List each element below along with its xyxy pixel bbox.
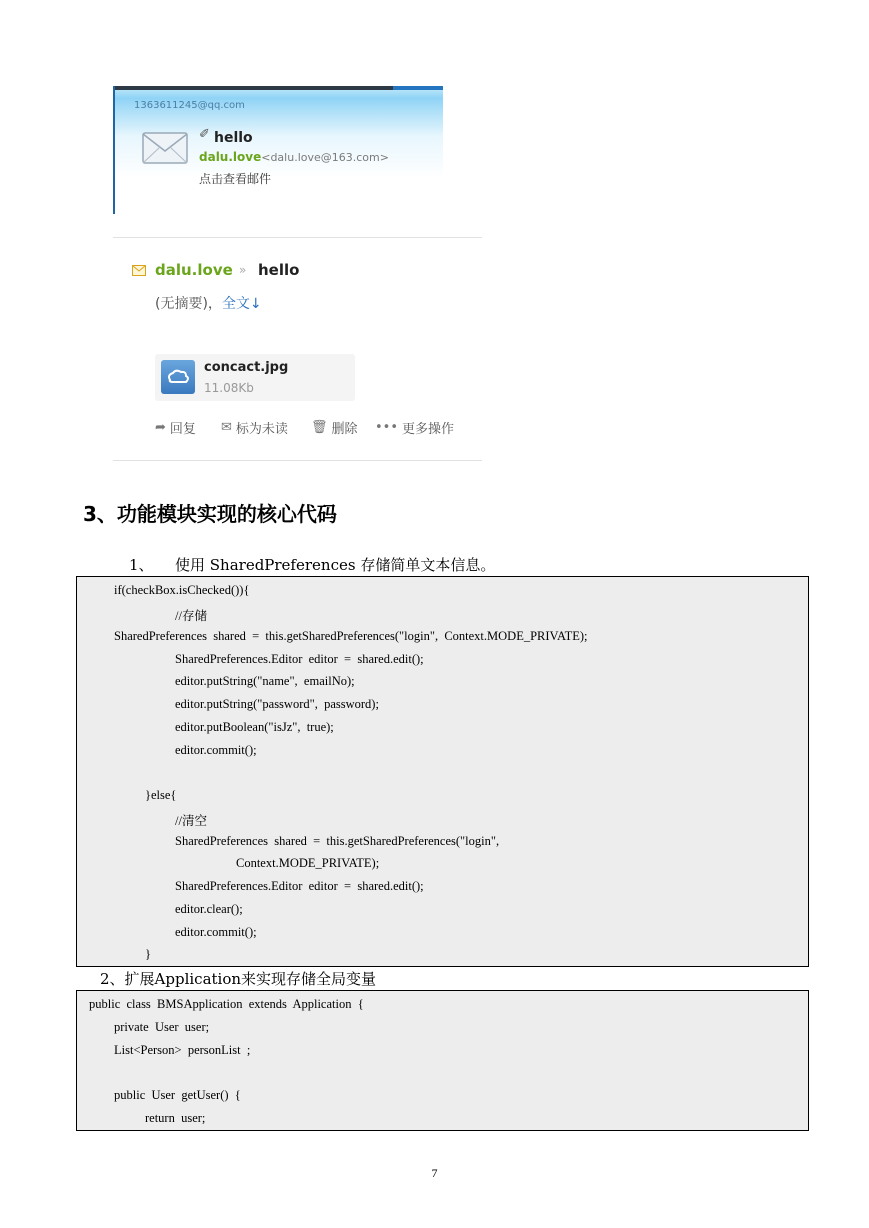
mail-subject: hello [258, 261, 300, 279]
code-line: SharedPreferences.Editor editor = shared.edit(); [175, 879, 424, 893]
list-item-1-text: 使用 SharedPreferences 存储简单文本信息。 [175, 556, 496, 574]
attachment-name: concact.jpg [204, 360, 289, 375]
more-actions-button[interactable] [375, 418, 454, 437]
notification-subject: hello [214, 130, 253, 146]
list-item-2: 2、扩展Application来实现存储全局变量 [100, 970, 377, 988]
code-line: public User getUser() { [114, 1088, 241, 1102]
code-line: editor.commit(); [175, 743, 257, 757]
breadcrumb-separator: » [239, 263, 247, 277]
notification-from [199, 150, 389, 164]
envelope-open-icon: ✉ [221, 420, 232, 435]
code-line: editor.clear(); [175, 902, 243, 916]
code-line: return user; [145, 1111, 206, 1125]
code-line: Context.MODE_PRIVATE); [236, 856, 380, 870]
page-number: 7 [431, 1166, 438, 1180]
code-line: editor.putBoolean("isJz", true); [175, 720, 334, 734]
code-block-sharedpreferences [76, 576, 809, 967]
trash-icon: 🗑︎ [311, 420, 328, 435]
from-address: <dalu.love@163.com> [261, 151, 389, 164]
code-line: editor.putString("name", emailNo); [175, 674, 355, 688]
recipient-address: 1363611245@qq.com [134, 100, 245, 111]
code-line: SharedPreferences shared = this.getSharedPreferences("login", Context.MODE_PRIVATE); [114, 629, 588, 643]
code-line: editor.putString("password", password); [175, 697, 379, 711]
mail-sender[interactable]: dalu.love [155, 261, 233, 279]
cloud-link-icon [161, 360, 195, 394]
mark-unread-button[interactable] [221, 418, 288, 437]
mail-summary [155, 293, 262, 313]
code-line: if(checkBox.isChecked()){ [114, 583, 250, 597]
code-line: List<Person> personList ; [114, 1043, 251, 1057]
mail-item-screenshot [113, 237, 482, 461]
delete-button[interactable] [311, 418, 358, 437]
more-dots-icon: ••• [375, 420, 399, 435]
attachment-card[interactable] [155, 354, 355, 401]
full-text-link[interactable]: 全文↓ [221, 296, 262, 312]
mail-envelope-icon [132, 265, 146, 276]
code-line: //清空 [175, 814, 207, 828]
attachment-size: 11.08Kb [204, 381, 254, 395]
view-mail-link[interactable]: 点击查看邮件 [199, 172, 272, 186]
image-file-icon [161, 360, 195, 394]
paperclip-icon: ✐ [199, 127, 210, 142]
code-line: }else{ [145, 788, 177, 802]
reply-arrow-icon: ➦ [155, 420, 166, 435]
list-item-1-number: 1、 [129, 556, 154, 574]
from-name: dalu.love [199, 150, 262, 164]
reply-button[interactable] [155, 418, 196, 437]
email-notification-screenshot [113, 86, 443, 214]
code-line: SharedPreferences shared = this.getSharedPreferences("login", [175, 834, 500, 848]
mark-unread-label: 标为未读 [235, 422, 288, 437]
section-heading: 3、功能模块实现的核心代码 [83, 502, 337, 526]
list-item-1 [129, 554, 495, 575]
code-block-application [76, 990, 809, 1131]
code-line: //存储 [175, 609, 207, 623]
notification-top-bar-accent [393, 86, 443, 90]
notification-top-bar [115, 86, 393, 90]
summary-text: (无摘要)， [155, 296, 222, 312]
code-line: public class BMSApplication extends Application { [89, 997, 364, 1011]
code-line: editor.commit(); [175, 925, 257, 939]
code-line: SharedPreferences.Editor editor = shared.edit(); [175, 652, 424, 666]
code-line: private User user; [114, 1020, 210, 1034]
delete-label: 删除 [331, 422, 358, 437]
more-actions-label: 更多操作 [402, 422, 455, 437]
envelope-icon [142, 132, 188, 164]
code-line: } [145, 947, 151, 961]
reply-label: 回复 [169, 422, 196, 437]
